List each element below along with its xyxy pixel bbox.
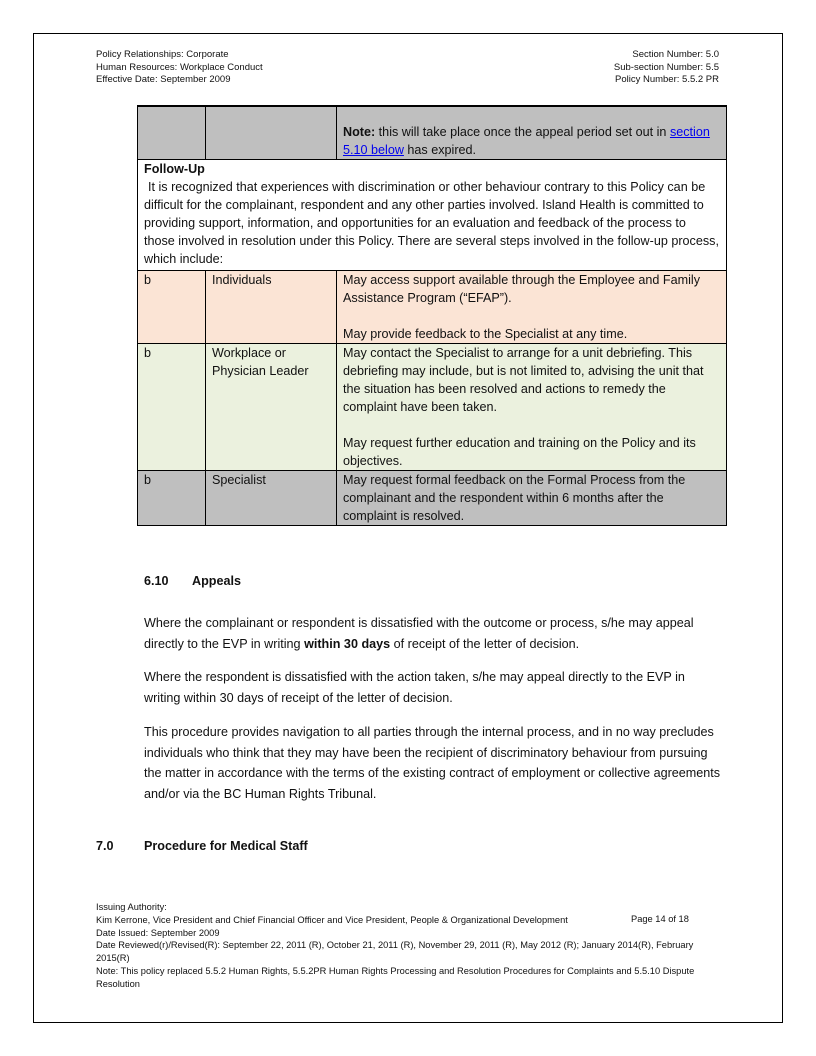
table-row	[138, 106, 727, 160]
followup-title: Follow-Up	[144, 162, 205, 176]
paragraph: Where the respondent is dissatisfied with the action taken, s/he may appeal directly to the EVP in writing within 30 days of receipt of the letter of decision.	[144, 670, 685, 705]
header-left	[96, 49, 263, 87]
header-line: Policy Relationships: Corporate	[96, 49, 229, 60]
table-row: b Specialist May request formal feedback on the Formal Process from the complainant and the respondent within 6 months after the complaint is resolved.	[138, 471, 727, 526]
paragraph: This procedure provides navigation to all parties through the internal process, and in no way precludes individuals who think that they may have been the recipient of discriminatory behaviour from pursuing the matter in accordance with the terms of the existing contract of employment or collective agreements and/or via the BC Human Rights Tribunal.	[144, 725, 721, 802]
footer-line: Note: This policy replaced 5.5.2 Human Rights, 5.5.2PR Human Rights Processing and Resolution Procedures for Complaints and 5.5.10 Dispute Resolution	[96, 965, 695, 989]
header-line: Section Number: 5.0	[632, 49, 719, 60]
header-line: Human Resources: Workplace Conduct	[96, 61, 263, 73]
section-title: Procedure for Medical Staff	[144, 839, 308, 853]
table-row: b Workplace or Physician Leader May contact the Specialist to arrange for a unit debriefing. This debriefing may include, but is not limited to, advising the unit that the situation has been resolved and actions to remedy the complaint have been taken. May request further education and training on the Policy and its objectives.	[138, 344, 727, 471]
section-number: 6.10	[144, 574, 169, 588]
header-line: Sub-section Number: 5.5	[613, 61, 719, 73]
section-title: Appeals	[192, 574, 241, 588]
footer-line: Date Issued: September 2009	[96, 927, 220, 938]
footer-line: Kim Kerrone, Vice President and Chief Financial Officer and Vice President, People & Organizational Development	[96, 914, 568, 925]
paragraph: Where the complainant or respondent is dissatisfied with the outcome or process, s/he may appeal directly to the EVP in writing within 30 days of receipt of the letter of decision.	[144, 616, 694, 651]
footer	[96, 901, 716, 991]
header-line: Policy Number: 5.5.2 PR	[614, 74, 719, 85]
footer-line: Issuing Authority:	[96, 902, 167, 912]
followup-row	[138, 160, 727, 271]
section-link[interactable]: section 5.10 below	[343, 125, 710, 157]
header-line: Effective Date: September 2009	[96, 74, 231, 85]
header-right	[614, 49, 719, 87]
followup-table	[137, 105, 727, 526]
table-row: b Individuals May access support available through the Employee and Family Assistance Program (“EFAP”). May provide feedback to the Specialist at any time.	[138, 271, 727, 344]
footer-line: Date Reviewed(r)/Revised(R): September 22, 2011 (R), October 21, 2011 (R), November 29, 2011 (R), May 2012 (R); January 2014(R), February 2015(R)	[96, 940, 694, 964]
page-number: Page 14 of 18	[631, 914, 689, 924]
note-cell: Note: this will take place once the appeal period set out in section 5.10 below has expired.	[337, 106, 727, 160]
section-number: 7.0	[96, 839, 114, 853]
followup-text: It is recognized that experiences with discrimination or other behaviour contrary to this Policy can be difficult for the complainant, respondent and any other parties involved. Island Health is committed to providing support, information, and opportunities for an evaluation and feedback of the process to those involved in resolution under this Policy. There are several steps involved in the follow-up process, which include:	[144, 180, 719, 266]
